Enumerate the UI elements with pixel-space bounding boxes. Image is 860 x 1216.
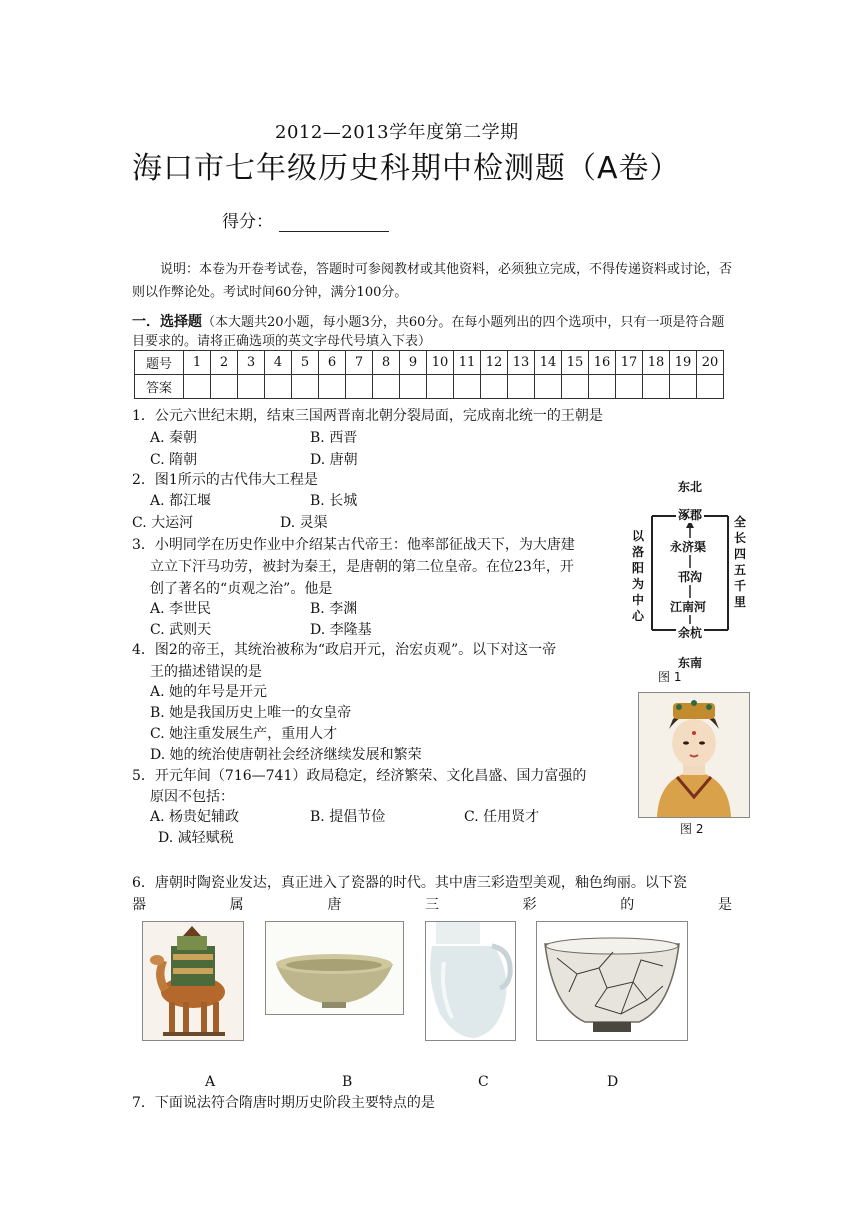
question-number-cell: 19: [670, 351, 697, 375]
question-3-line-2: 立立下汗马功劳，被封为秦王，是唐朝的第二位皇帝。在位23年，开: [150, 559, 574, 575]
fig1-left-char: 以: [632, 529, 645, 543]
question-number-cell: 3: [238, 351, 265, 375]
q4-option-a[interactable]: A. 她的年号是开元: [150, 684, 268, 700]
q2-option-a[interactable]: A. 都江堰: [150, 493, 212, 509]
question-5-line-1: 5．开元年间（716—741）政局稳定，经济繁荣、文化昌盛、国力富强的: [132, 768, 587, 784]
white-ewer-image[interactable]: [425, 921, 516, 1041]
answer-cell[interactable]: [265, 375, 292, 399]
q6-char: 属: [229, 897, 244, 913]
q1-option-a[interactable]: A. 秦朝: [150, 430, 198, 446]
q2-option-c[interactable]: C. 大运河: [132, 515, 194, 531]
section-description: （本大题共20小题，每小题3分，共60分。在每小题列出的四个选项中，只有一项是符合题目要求的。请将正确选项的英文字母代号填入下表）: [132, 315, 725, 349]
fig1-left-char: 心: [632, 609, 645, 623]
question-1-stem: 1．公元六世纪末期，结束三国两晋南北朝分裂局面，完成南北统一的王朝是: [132, 408, 603, 424]
camel-figure-icon: [143, 922, 243, 1040]
q4-option-c[interactable]: C. 她注重发展生产，重用人才: [150, 726, 338, 742]
answer-cell[interactable]: [292, 375, 319, 399]
fig1-top-label: 东北: [678, 480, 703, 494]
q6-char: 唐: [327, 897, 342, 913]
answer-cell[interactable]: [481, 375, 508, 399]
answer-cell[interactable]: [346, 375, 373, 399]
section-name: 选择题: [160, 314, 202, 330]
fig1-right-char: 四: [734, 547, 747, 561]
question-number-cell: 6: [319, 351, 346, 375]
q6-char: 器: [132, 897, 146, 913]
question-6-line-1: 6．唐朝时陶瓷业发达，真正进入了瓷器的时代。其中唐三彩造型美观，釉色绚丽。以下瓷: [132, 875, 687, 891]
bowl-icon: [266, 922, 403, 1014]
question-number-cell: 17: [616, 351, 643, 375]
answer-cell[interactable]: [454, 375, 481, 399]
answer-cell[interactable]: [643, 375, 670, 399]
question-number-cell: 12: [481, 351, 508, 375]
fig1-left-text: [632, 528, 644, 624]
answer-cell[interactable]: [319, 375, 346, 399]
score-blank[interactable]: [279, 215, 389, 232]
score-label: 得分：: [222, 212, 273, 232]
answer-cell[interactable]: [535, 375, 562, 399]
question-number-cell: 5: [292, 351, 319, 375]
answer-table: [134, 350, 724, 399]
question-number-cell: 13: [508, 351, 535, 375]
question-4-line-1: 4．图2的帝王，其统治被称为“政启开元，治宏贞观”。以下对这一帝: [132, 642, 557, 658]
question-3-line-1: 3．小明同学在历史作业中介绍某古代帝王：他率部征战天下，为大唐建: [132, 537, 575, 553]
q5-option-c[interactable]: C. 任用贤才: [464, 809, 540, 825]
answer-cell[interactable]: [697, 375, 724, 399]
question-2-stem: 2．图1所示的古代伟大工程是: [132, 472, 318, 488]
q6-char: 的: [620, 897, 635, 913]
question-number-cell: 1: [184, 351, 211, 375]
fig1-left-char: 阳: [632, 561, 645, 575]
empress-portrait-icon: [639, 693, 749, 817]
q1-option-b[interactable]: B. 西晋: [310, 430, 358, 446]
q2-option-b[interactable]: B. 长城: [310, 493, 358, 509]
question-number-cell: 2: [211, 351, 238, 375]
answer-cell[interactable]: [589, 375, 616, 399]
question-number-cell: 7: [346, 351, 373, 375]
celadon-bowl-image[interactable]: [265, 921, 404, 1015]
score-field[interactable]: [222, 207, 389, 232]
question-4-line-2: 王的描述错误的是: [150, 664, 262, 680]
q5-option-a[interactable]: A. 杨贵妃辅政: [150, 809, 240, 825]
answer-cell[interactable]: [616, 375, 643, 399]
q3-option-c[interactable]: C. 武则天: [150, 622, 212, 638]
q6-char: 是: [717, 897, 732, 913]
fig1-right-char: 千: [734, 579, 747, 593]
image-label-a: A: [205, 1074, 216, 1090]
q5-option-d[interactable]: D. 减轻赋税: [158, 830, 234, 846]
fig1-right-char: 长: [734, 531, 747, 545]
question-6-line-2: [132, 895, 732, 915]
q6-char: 彩: [522, 897, 537, 913]
fig1-node-hangou: 邗沟: [678, 570, 703, 584]
answer-cell[interactable]: [238, 375, 265, 399]
answer-cell[interactable]: [373, 375, 400, 399]
q5-option-b[interactable]: B. 提倡节俭: [310, 809, 386, 825]
fig1-right-char: 全: [734, 515, 747, 529]
q3-option-a[interactable]: A. 李世民: [150, 601, 212, 617]
answer-table-number-row: [135, 351, 724, 375]
row-header-answer: 答案: [135, 375, 184, 399]
image-label-c: C: [478, 1074, 489, 1090]
answer-cell[interactable]: [670, 375, 697, 399]
figure-1-canal-diagram: [628, 474, 752, 684]
q1-option-d[interactable]: D. 唐朝: [310, 452, 358, 468]
fig1-right-char: 五: [734, 563, 747, 577]
fig1-left-char: 中: [632, 593, 645, 607]
question-3-line-3: 创了著名的“贞观之治”。他是: [150, 581, 333, 597]
crackle-bowl-icon: [537, 922, 687, 1040]
section-heading: [132, 313, 732, 351]
fig1-node-yongjiqu: 永济渠: [670, 540, 707, 554]
q4-option-d[interactable]: D. 她的统治使唐朝社会经济继续发展和繁荣: [150, 747, 422, 763]
crackle-glaze-bowl-image[interactable]: [536, 921, 688, 1041]
tang-sancai-camel-image[interactable]: [142, 921, 244, 1041]
answer-cell[interactable]: [184, 375, 211, 399]
q2-option-d[interactable]: D. 灵渠: [280, 515, 328, 531]
question-number-cell: 10: [427, 351, 454, 375]
question-number-cell: 20: [697, 351, 724, 375]
question-number-cell: 15: [562, 351, 589, 375]
question-number-cell: 11: [454, 351, 481, 375]
question-number-cell: 8: [373, 351, 400, 375]
fig1-caption: 图 1: [658, 670, 682, 684]
exam-title: 海口市七年级历史科期中检测题（A卷）: [132, 151, 681, 186]
answer-cell[interactable]: [562, 375, 589, 399]
answer-cell[interactable]: [211, 375, 238, 399]
image-label-b: B: [342, 1074, 353, 1090]
exam-term: 2012—2013学年度第二学期: [275, 122, 519, 143]
fig1-bottom-label: 东南: [678, 656, 703, 670]
row-header-number: 题号: [135, 351, 184, 375]
q4-option-b[interactable]: B. 她是我国历史上唯一的女皇帝: [150, 705, 352, 721]
question-number-cell: 14: [535, 351, 562, 375]
answer-cell[interactable]: [400, 375, 427, 399]
fig2-caption: 图 2: [680, 822, 704, 836]
question-7-stem: 7．下面说法符合隋唐时期历史阶段主要特点的是: [132, 1095, 435, 1111]
question-number-cell: 9: [400, 351, 427, 375]
question-5-line-2: 原因不包括：: [150, 789, 234, 805]
answer-cell[interactable]: [427, 375, 454, 399]
fig1-right-text: [734, 514, 746, 610]
q3-option-d[interactable]: D. 李隆基: [310, 622, 372, 638]
fig1-left-char: 洛: [632, 545, 645, 559]
fig1-right-char: 里: [734, 595, 747, 609]
fig1-node-jiangnanhe: 江南河: [670, 600, 707, 614]
section-number: 一．: [132, 314, 160, 330]
image-label-d: D: [607, 1074, 619, 1090]
figure-2-empress-portrait[interactable]: [638, 692, 750, 818]
fig1-node-zhuojun: 涿郡: [678, 508, 703, 522]
exam-instructions: 说明：本卷为开卷考试卷，答题时可参阅教材或其他资料，必须独立完成，不得传递资料或讨论，否则以作弊论处。考试时间60分钟，满分100分。: [132, 262, 733, 300]
ewer-icon: [426, 922, 515, 1040]
fig1-node-yuhang: 余杭: [678, 626, 703, 640]
q1-option-c[interactable]: C. 隋朝: [150, 452, 198, 468]
q3-option-b[interactable]: B. 李渊: [310, 601, 358, 617]
answer-table-answer-row: [135, 375, 724, 399]
q6-char: 三: [424, 897, 439, 913]
question-number-cell: 16: [589, 351, 616, 375]
question-number-cell: 4: [265, 351, 292, 375]
answer-cell[interactable]: [508, 375, 535, 399]
fig1-left-char: 为: [632, 577, 645, 591]
question-number-cell: 18: [643, 351, 670, 375]
